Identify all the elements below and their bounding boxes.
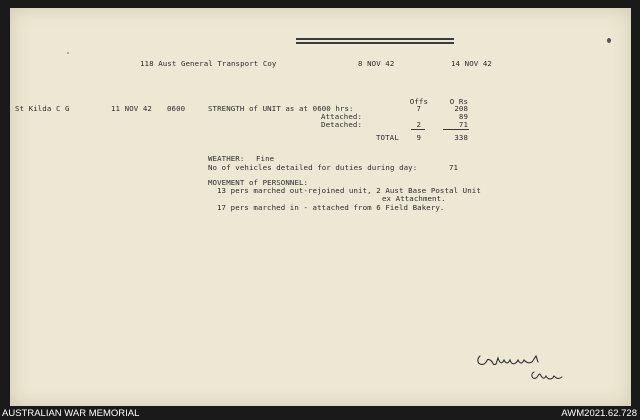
footer-credit: AUSTRALIAN WAR MEMORIAL <box>2 408 140 419</box>
movement-line-1b: ex Attachment. <box>382 194 446 203</box>
header-rule-bottom <box>296 42 454 44</box>
vehicles-label: No of vehicles detailed for duties during day: <box>208 163 418 172</box>
strength-label: STRENGTH of UNIT as at 0600 hrs: <box>208 104 354 113</box>
entry-place: St Kilda C G <box>15 104 70 113</box>
handwritten-signature <box>472 350 572 390</box>
period-end: 14 NOV 42 <box>451 59 492 68</box>
subtotal-rule-offs <box>411 129 425 130</box>
strength-offs: 7 <box>416 104 421 113</box>
col-ors-header: O Rs <box>449 97 468 106</box>
document-page <box>10 8 631 406</box>
attached-label: Attached: <box>321 112 362 121</box>
subtotal-rule-ors <box>443 129 469 130</box>
weather-value: Fine <box>256 154 275 163</box>
total-offs: 9 <box>416 133 421 142</box>
total-ors: 338 <box>454 133 468 142</box>
movement-line-2: 17 pers marched in - attached from 6 Field Bakery. <box>217 203 445 212</box>
total-label: TOTAL <box>376 133 399 142</box>
strength-ors: 208 <box>454 104 468 113</box>
punch-hole <box>607 38 611 43</box>
footer-accession: AWM2021.62.728 <box>561 408 637 419</box>
detached-offs: 2 <box>416 120 421 129</box>
vehicles-value: 71 <box>449 163 459 172</box>
punch-mark <box>67 52 69 54</box>
unit-name: 118 Aust General Transport Coy <box>140 59 277 68</box>
attached-ors: 89 <box>458 112 468 121</box>
period-start: 8 NOV 42 <box>358 59 395 68</box>
entry-date: 11 NOV 42 <box>111 104 152 113</box>
entry-time: 0600 <box>167 104 186 113</box>
movement-label: MOVEMENT of PERSONNEL: <box>208 178 309 187</box>
detached-label: Detached: <box>321 120 362 129</box>
weather-label: WEATHER: <box>208 154 245 163</box>
movement-line-1: 13 pers marched out-rejoined unit, 2 Aust Base Postal Unit <box>217 186 481 195</box>
header-rule-top <box>296 38 454 40</box>
col-offs-header: Offs <box>409 97 428 106</box>
detached-ors: 71 <box>458 120 468 129</box>
